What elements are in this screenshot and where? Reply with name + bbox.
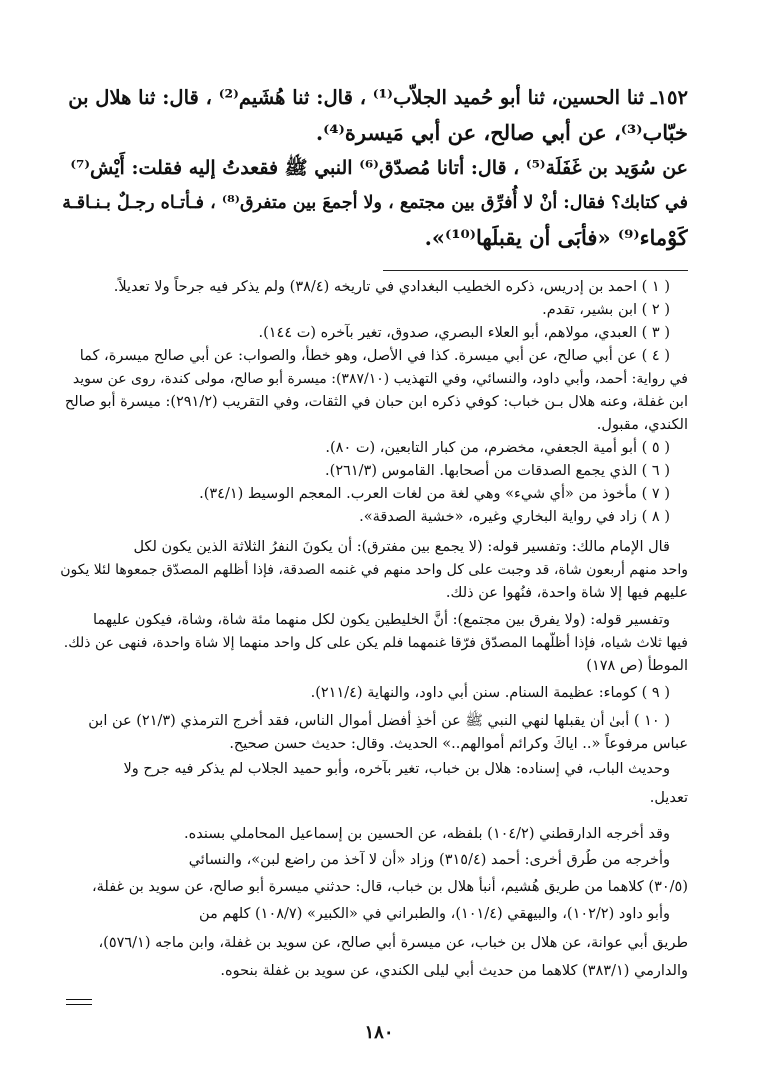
- footnote-line: ( ٣ ) العبدي، مولاهم، أبو العلاء البصري، صدوق، تغير بآخره (ت ١٤٤).: [258, 325, 670, 341]
- footnote-line: طريق أبي عوانة، عن هلال بن خباب، عن ميسرة أبي صالح، عن سويد بن غفلة، وابن ماجه (٥٧٦/١)،: [98, 935, 688, 951]
- footnote-line: فيها ثلاث شياه، فإذا أظلّهما المصدّق فرّقا غنمهما فلم يكن على كل واحد منهما إلا شاة واحدة، فنهى عن ذلك.: [63, 635, 688, 651]
- footnote-line: ( ١٠ ) أبىٰ أن يقبلها لنهي النبي ﷺ عن أخذِ أفضل أموال الناس، فقد أخرج الترمذي (٢١/٣) عن ابن: [88, 713, 670, 729]
- footnote-line: الموطأ (ص ١٧٨): [586, 658, 688, 674]
- main-text-line: ١٥٢ـ ثنا الحسين، ثنا أبو حُميد الجلاّب⁽¹⁾ ، قال: ثنا هُشَيم⁽²⁾ ، قال: ثنا هلال بن: [68, 86, 688, 109]
- footnote-line: ( ٨ ) زاد في رواية البخاري وغيره، «خشية الصدقة».: [359, 509, 670, 525]
- footnote-line: عليهم فيها إلا شاة واحدة، فنُهوا عن ذلك.: [445, 585, 688, 601]
- main-text-line: خبّاب⁽³⁾، عن أبي صالح، عن أبي مَيسرة⁽⁴⁾.: [315, 120, 688, 145]
- footnote-line: ابن غفلة، وعنه هلال بـن خباب: كوفي ذكره ابن حبان في الثقات، وفي التقريب (٢٩١/٢): ميسرة أبو صالح: [64, 394, 688, 410]
- footnote-line: والدارمي (٣٨٣/١) كلاهما من حديث أبي ليلى الكندي، عن سويد بن غفلة بنحوه.: [220, 963, 688, 979]
- footnote-line: ( ٧ ) مأخوذ من «أي شيء» وهي لغة من لغات العرب. المعجم الوسيط (٣٤/١).: [199, 486, 670, 502]
- footnote-line: ( ٥ ) أبو أمية الجعفي، مخضرم، من كبار التابعين، (ت ٨٠).: [325, 440, 670, 456]
- footnote-line: وقد أخرجه الدارقطني (١٠٤/٢) بلفظه، عن الحسين بن إسماعيل المحاملي بسنده.: [184, 826, 670, 842]
- footnote-line: عباس مرفوعاً «.. اياكَ وكرائم أموالهم..» الحديث. وقال: حديث حسن صحيح.: [229, 736, 688, 752]
- main-text-line: في كتابك؟ فقال: أنْ لا أُفرِّق بين مجتمع ، ولا أجمعَ بين متفرق⁽⁸⁾ ، فـأتـاه رجـلٌ بـنـاقـة: [62, 193, 688, 213]
- footnote-line: وأخرجه من طُرق أخرى: أحمد (٣١٥/٤) وزاد «أن لا آخذ من راضع لبن»، والنسائي: [188, 852, 670, 868]
- footnote-line: قال الإمام مالك: وتفسير قوله: (لا يجمع بين مفترق): أن يكونَ النفرُ الثلاثة الذين يكون لكل: [133, 539, 670, 555]
- footnote-line: ( ١ ) احمد بن إدريس، ذكره الخطيب البغدادي في تاريخه (٣٨/٤) ولم يذكر فيه جرحاً ولا تعديلاً.: [113, 279, 670, 295]
- footnote-line: ( ٩ ) كوماء: عظيمة السنام. سنن أبي داود، والنهاية (٢١١/٤).: [310, 685, 670, 701]
- main-text-line: عن سُوَيد بن غَفَلَة⁽⁵⁾ ، قال: أتانا مُصدّق⁽⁶⁾ النبي ﷺ فقعدتُ إليه فقلت: أَيْش⁽⁷⁾: [70, 157, 688, 179]
- footnote-separator: [383, 270, 688, 271]
- footnote-line: تعديل.: [649, 790, 688, 806]
- footnote-line: وتفسير قوله: (ولا يفرق بين مجتمع): أنَّ الخليطين يكون لكل منهما مئة شاة، وشاة، فيكون عليهما: [92, 612, 670, 628]
- end-rule: [66, 999, 92, 1005]
- footnote-line: ( ٢ ) ابن بشير، تقدم.: [542, 302, 670, 318]
- footnote-line: (٣٠/٥) كلاهما من طريق هُشيم، أنبأ هلال بن خباب، قال: حدثني ميسرة أبو صالح، عن سويد بن غفلة،: [91, 879, 688, 895]
- footnote-line: وحديث الباب، في إسناده: هلال بن خباب، تغير بآخره، وأبو حميد الجلاب لم يذكر فيه جرح ولا: [123, 761, 670, 777]
- footnote-line: ( ٤ ) عن أبي صالح، عن أبي ميسرة. كذا في الأصل، وهو خطأ، والصواب: عن أبي صالح ميسرة، كما: [79, 348, 670, 364]
- footnote-line: ( ٦ ) الذي يجمع الصدقات من أصحابها. القاموس (٢٦١/٣).: [325, 463, 670, 479]
- footnote-line: في رواية: أحمد، وأبي داود، والنسائي، وفي التهذيب (٣٨٧/١٠): ميسرة أبو صالح، مولى كندة، روى عن سويد: [72, 371, 688, 387]
- page-number: ١٨٠: [364, 1022, 394, 1043]
- footnote-line: وأبو داود (١٠٢/٢)، والبيهقي (١٠١/٤)، والطبراني في «الكبير» (١٠٨/٧) كلهم من: [198, 906, 670, 922]
- footnote-line: واحد منهم أربعون شاة، قد وجبت على كل واحد منهم في غنمه الصدقة، فإذا أظلهم المصدّق جمعوها لئلا يكون: [60, 562, 688, 578]
- footnote-line: الكندي، مقبول.: [596, 417, 688, 433]
- main-text-line: كَوْماء⁽⁹⁾ «فأبَى أن يقبلَها⁽¹⁰⁾».: [424, 225, 688, 250]
